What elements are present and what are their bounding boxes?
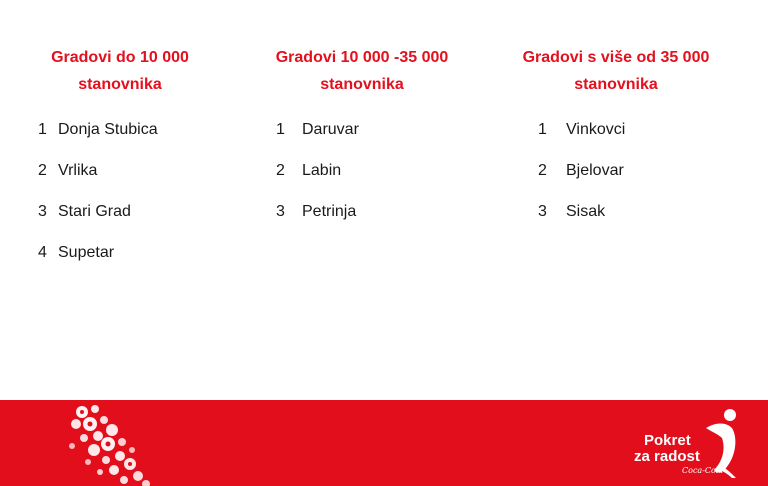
column-title-line1: Gradovi 10 000 -35 000 [275,49,449,66]
coca-cola-brand: Coca-Cola [682,466,724,475]
list-item [538,203,736,244]
list-item [538,162,736,203]
logo-text-line1: Pokret [644,432,691,449]
city-list [242,121,482,244]
column-title-line1: Gradovi s više od 35 000 [522,49,710,66]
city-name: Bjelovar [566,162,624,179]
list-item [276,121,482,162]
column-title-line2: stanovnika [574,76,658,93]
rank-number: 2 [538,162,547,179]
list-item [276,162,482,203]
column-title-line2: stanovnika [320,76,404,93]
list-item [38,121,240,162]
column-title-line2: stanovnika [78,76,162,93]
logo-text-line2: za radost [634,448,700,465]
rank-number: 3 [276,203,285,220]
city-name: Donja Stubica [58,121,158,138]
city-list [496,121,736,244]
column-medium-cities [242,44,482,244]
rank-number: 1 [38,121,47,138]
column-large-cities [496,44,736,244]
column-title [496,44,736,98]
list-item [276,203,482,244]
rank-number: 2 [38,162,47,179]
list-item [38,203,240,244]
pokret-za-radost-logo [634,406,744,482]
column-title [0,44,240,98]
city-name: Daruvar [302,121,359,138]
city-name: Sisak [566,203,606,220]
city-name: Vrlika [58,162,98,179]
list-item [538,121,736,162]
footer-banner [0,400,768,486]
rank-number: 2 [276,162,285,179]
rank-number: 4 [38,244,47,261]
bubbles-decoration-icon [0,400,200,486]
list-item [38,244,240,285]
rank-number: 3 [538,203,547,220]
city-name: Stari Grad [58,203,131,220]
city-name: Petrinja [302,203,357,220]
rank-number: 3 [38,203,47,220]
list-item [38,162,240,203]
city-list [0,121,240,285]
city-name: Labin [302,162,342,179]
rank-number: 1 [538,121,547,138]
column-title [242,44,482,98]
city-name: Vinkovci [566,121,626,138]
column-small-cities [0,44,240,285]
city-name: Supetar [58,244,115,261]
rank-number: 1 [276,121,285,138]
column-title-line1: Gradovi do 10 000 [51,49,189,66]
